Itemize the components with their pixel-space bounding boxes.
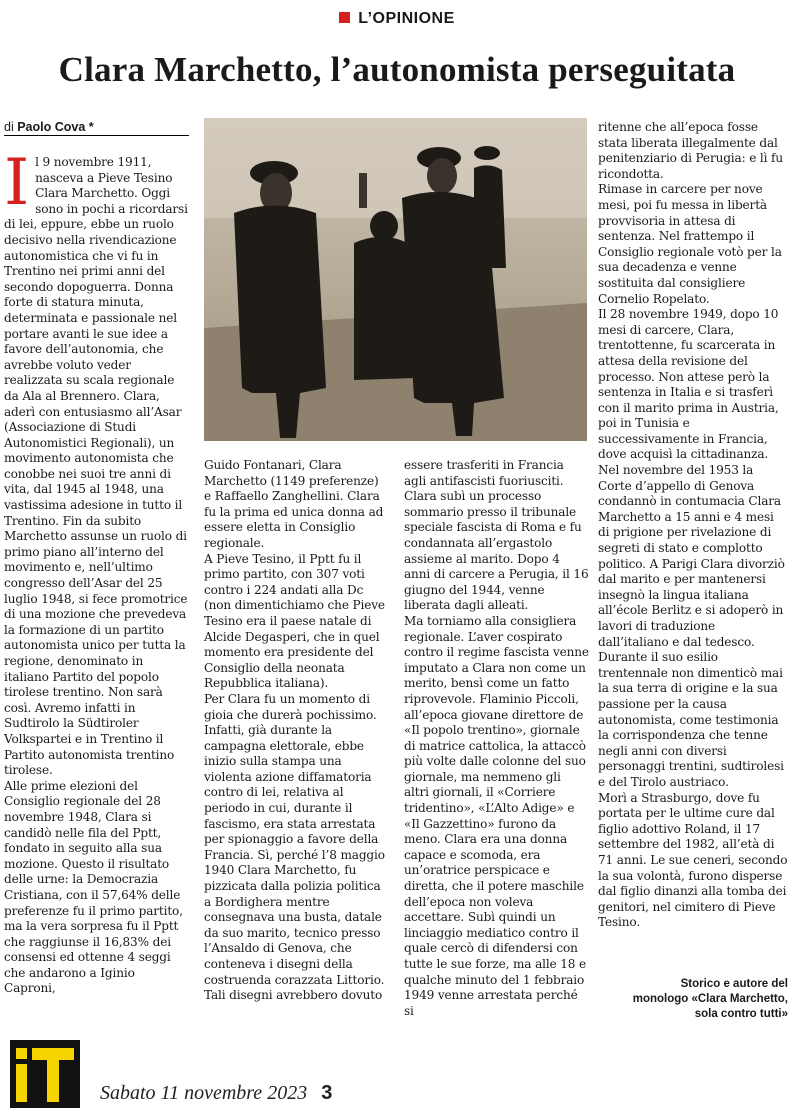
paragraph: Alle prime elezioni del Consiglio regionale del 28 novembre 1948, Clara si candidò nelle fila del Pptt, fondato in seguito alla sua mozione. Questo il risultato delle urne: la Democrazia Cristiana, con il 57,64% delle preferenze fu il primo partito, ma la vera sorpresa fu il Pptt che raggiunse il 16,83% dei consensi ed ottenne 4 seggi che andarono a Iginio Caproni, bbox=[4, 778, 183, 996]
paragraph: Per Clara fu un momento di gioia che durerà pochissimo. Infatti, già durante la campagna elettorale, ebbe inizio sulla stampa una violenta azione diffamatoria contro di lei, relativa al periodo in cui, durante il fascismo, era stata arrestata per spionaggio a favore della Francia. Sì, perché l’8 maggio 1940 Clara Marchetto, fu pizzicata dalla polizia politica a Bordighera mentre consegnava una busta, datale da suo marito, tecnico presso l’Ansaldo di Genova, che conteneva i disegni della costruenda corazzata Littorio. Tali disegni avrebbero dovuto bbox=[204, 691, 385, 1003]
paragraph: essere trasferiti in Francia agli antifascisti fuoriusciti. Clara subì un processo sommario presso il tribunale speciale fascista di Roma e fu condannata all’ergastolo assieme al marito. Dopo 4 anni di carcere a Perugia, il 16 giugno del 1944, venne liberata dagli alleati. bbox=[404, 458, 589, 613]
article-column-3 bbox=[404, 458, 589, 1019]
byline: di Paolo Cova * bbox=[4, 120, 189, 136]
article-column-1 bbox=[4, 146, 189, 997]
article-column-2 bbox=[204, 458, 389, 1004]
page-footer bbox=[100, 1082, 332, 1105]
paragraph: ritenne che all’epoca fosse stata liberata illegalmente dal penitenziario di Perugia: e lì fu ricondotta. bbox=[598, 120, 783, 181]
article-photo bbox=[204, 118, 587, 441]
historic-photo-image bbox=[204, 118, 587, 441]
paragraph: Il 28 novembre 1949, dopo 10 mesi di carcere, Clara, trentottenne, fu scarcerata in attesa della revisione del processo. Non attese però la sentenza in Italia e si trasferì con il marito prima in Austria, poi in Tunisia e successivamente in Francia, dove acquisì la cittadinanza. Nel novembre del 1953 la Corte d’appello di Genova condannò in contumacia Clara Marchetto a 15 anni e 4 mesi di prigione per rivelazione di segreti di stato e complotto politico. A Parigi Clara divorziò dal marito e per mantenersi insegnò la lingua italiana all’école Berlitz e si adoperò in lavori di traduzione dall’italiano e dal tedesco. bbox=[598, 307, 785, 649]
author-note: Storico e autore del monologo «Clara Marchetto, sola contro tutti» bbox=[632, 978, 788, 1020]
paragraph: Ma torniamo alla consigliera regionale. L’aver cospirato contro il regime fascista venne imputato a Clara non come un merito, bensì come un fatto riprovevole. Flaminio Piccoli, all’epoca giovane direttore de «Il popolo trentino», giornale di matrice cattolica, la attaccò più volte dalle colonne del suo giornale, ma nemmeno gli altri giornali, il «Corriere tridentino», «L’Alto Adige» e «Il Gazzettino» furono da meno. Clara era una donna capace e scomoda, era un’oratrice perspicace e diretta, che il potere maschile dell’epoca non voleva accettare. Subì quindi un linciaggio mediatico contro il quale cercò di difendersi con tutte le sue forze, ma alle 18 e qualche minuto del 1 febbraio 1949 venne arrestata perché si bbox=[404, 613, 589, 1018]
it-logo-icon bbox=[10, 1040, 80, 1108]
section-square-icon bbox=[339, 12, 350, 23]
page-number: 3 bbox=[321, 1082, 333, 1104]
drop-cap: I bbox=[4, 146, 30, 220]
paragraph: Rimase in carcere per nove mesi, poi fu messa in libertà provvisoria in attesa di sentenza. Nel frattempo il Consiglio regionale votò per la sua decadenza e venne sostituita dal consigliere Cornelio Ropelato. bbox=[598, 182, 782, 306]
author-name: Paolo Cova * bbox=[17, 120, 94, 134]
paragraph: Durante il suo esilio trentennale non dimenticò mai la sua terra di origine e la sua passione per la causa autonomista, come testimonia la corrispondenza che tenne negli anni con diversi personaggi trentini, sudtirolesi e del Tirolo austriaco. bbox=[598, 650, 784, 789]
paragraph: A Pieve Tesino, il Pptt fu il primo partito, con 307 voti contro i 224 andati alla Dc (non dimentichiamo che Pieve Tesino era il paese natale di Alcide Degasperi, che in quel momento era presidente del Consiglio della neonata Repubblica italiana). bbox=[204, 551, 385, 691]
headline: Clara Marchetto, l’autonomista perseguitata bbox=[58, 50, 736, 89]
paragraph: Morì a Strasburgo, dove fu portata per le ultime cure dal figlio adottivo Roland, il 17 settembre del 1982, all’età di 71 anni. Le sue ceneri, secondo la sua volontà, furono disperse dal figlio dinanzi alla tomba dei genitori, nel cimitero di Pieve Tesino. bbox=[598, 790, 788, 930]
paragraph: l 9 novembre 1911, nasceva a Pieve Tesino Clara Marchetto. Oggi sono in pochi a ricordarsi di lei, eppure, ebbe un ruolo decisivo nella rivendicazione autonomistica che vi fu in Trentino nei primi anni del secondo dopoguerra. Donna forte di statura minuta, determinata e passionale nel portare avanti le sue idee a favore dell’autonomia, che avrebbe voluto veder realizzata su scala regionale da Ala al Brennero. Clara, aderì con entusiasmo all’Asar (Associazione di Studi Autonomistici Regionali), un movimento autonomista che conobbe nei suoi tre anni di vita, dal 1945 al 1948, una vastissima adesione in tutto il Trentino. Fin da subito Marchetto assunse un ruolo di primo piano all’interno del movimento e, nell’ultimo congresso dell’Asar del 25 luglio 1948, si fece promotrice di una mozione che prevedeva la formazione di un partito autonomista unico per tutta la regione, denominato in italiano Partito del popolo tirolese trentino. Non sarà così. Avremo infatti in Sudtirolo la Südtiroler Volkspartei e in Trentino il Partito autonomista trentino tirolese. bbox=[4, 155, 188, 778]
issue-date: Sabato 11 novembre 2023 bbox=[100, 1082, 308, 1104]
section-label: L’OPINIONE bbox=[0, 10, 794, 28]
article-column-4 bbox=[598, 120, 788, 931]
paragraph: Guido Fontanari, Clara Marchetto (1149 preferenze) e Raffaello Zanghellini. Clara fu la prima ed unica donna ad essere eletta in Consiglio regionale. bbox=[204, 458, 384, 550]
newspaper-logo bbox=[10, 1040, 80, 1108]
